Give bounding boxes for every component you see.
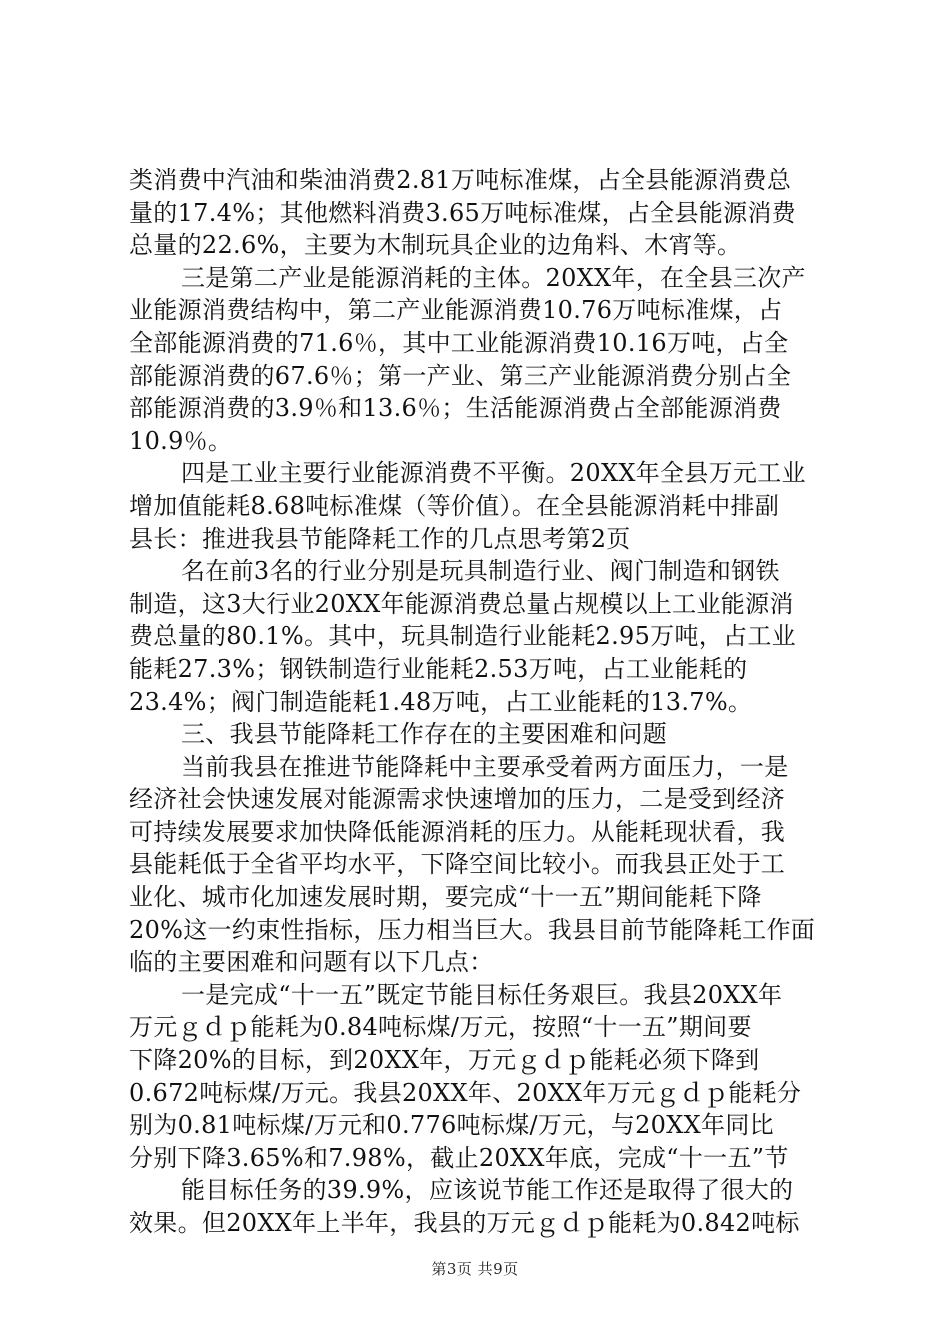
text-line: 临的主要困难和问题有以下几点： (129, 948, 494, 977)
text-line: 类消费中汽油和柴油消费2.81万吨标准煤，占全县能源消费总 (129, 166, 792, 194)
text-line: 县能耗低于全省平均水平，下降空间比较小。而我县正处于工 (129, 850, 786, 879)
section-heading: 三、我县节能降耗工作存在的主要困难和问题 (181, 720, 667, 749)
paragraph-start-line: 一是完成“十一五”既定节能目标任务艰巨。我县20XX年 (181, 980, 783, 1009)
text-line: 能耗27.3%；钢铁制造行业能耗2.53万吨，占工业能耗的 (129, 654, 748, 683)
page-number-footer: 第3页 共9页 (431, 1260, 519, 1278)
text-line: 20%这一约束性指标，压力相当巨大。我县目前节能降耗工作面 (129, 915, 816, 944)
text-line: 业能源消费结构中，第二产业能源消费10.76万吨标准煤，占 (129, 296, 783, 325)
text-line: 增加值能耗8.68吨标准煤（等价值）。在全县能源消耗中排副 (129, 491, 780, 520)
document-body (129, 164, 829, 1240)
text-line: 万元ｇｄｐ能耗为0.84吨标煤/万元，按照“十一五”期间要 (129, 1013, 752, 1042)
text-line: 23.4%；阀门制造能耗1.48万吨，占工业能耗的13.7%。 (129, 687, 753, 716)
text-line: 可持续发展要求加快降低能源消耗的压力。从能耗现状看，我 (129, 817, 786, 846)
text-line: 0.672吨标煤/万元。我县20XX年、20XX年万元ｇｄｐ能耗分 (129, 1078, 802, 1107)
text-line: 县长：推进我县节能降耗工作的几点思考第2页 (129, 524, 631, 553)
text-line: 业化、城市化加速发展时期，要完成“十一五”期间能耗下降 (129, 883, 762, 912)
text-line: 部能源消费的67.6％；第一产业、第三产业能源消费分别占全 (129, 361, 792, 390)
text-line: 部能源消费的3.9％和13.6％；生活能源消费占全部能源消费 (129, 394, 782, 423)
paragraph-start-line: 三是第二产业是能源消耗的主体。20XX年，在全县三次产 (181, 263, 806, 292)
text-line: 总量的22.6%，主要为木制玩具企业的边角料、木宵等。 (129, 231, 742, 260)
text-line: 下降20%的目标，到20XX年，万元ｇｄｐ能耗必须下降到 (129, 1046, 760, 1075)
text-line: 分别下降3.65%和7.98%，截止20XX年底，完成“十一五”节 (129, 1143, 789, 1172)
paragraph-start-line: 四是工业主要行业能源消费不平衡。20XX年全县万元工业 (181, 459, 806, 488)
text-line: 费总量的80.1%。其中，玩具制造行业能耗2.95万吨，占工业 (129, 622, 796, 651)
paragraph-start-line: 当前我县在推进节能降耗中主要承受着两方面压力，一是 (181, 752, 789, 781)
text-line: 全部能源消费的71.6％，其中工业能源消费10.16万吨，占全 (129, 328, 789, 357)
text-line: 别为0.81吨标煤/万元和0.776吨标煤/万元，与20XX年同比 (129, 1111, 774, 1140)
text-line: 量的17.4%；其他燃料消费3.65万吨标准煤，占全县能源消费 (129, 198, 796, 227)
paragraph-start-line: 能目标任务的39.9%，应该说节能工作还是取得了很大的 (181, 1176, 794, 1205)
text-line: 效果。但20XX年上半年，我县的万元ｇｄｐ能耗为0.842吨标 (129, 1209, 800, 1237)
text-line: 制造，这3大行业20XX年能源消费总量占规模以上工业能源消 (129, 589, 794, 618)
text-line: 经济社会快速发展对能源需求快速增加的压力，二是受到经济 (129, 785, 786, 814)
text-line: 10.9％。 (129, 426, 233, 455)
paragraph-start-line: 名在前3名的行业分别是玩具制造行业、阀门制造和钢铁 (181, 557, 780, 586)
